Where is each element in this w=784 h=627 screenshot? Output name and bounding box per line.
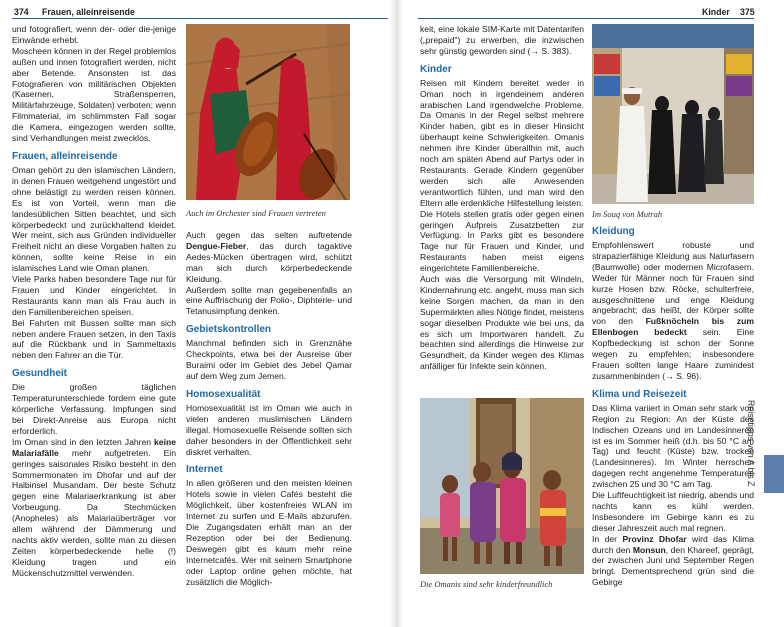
photo-caption-souq: Im Souq von Mutrah [592,209,663,219]
text-run: sein. Eine Kopfbedeckung ist schon der Sonne wegen zu empfehlen; insbesondere Frauen sollten lange Haare zumindest zusammenbinden (→ S. 96). [592,327,754,381]
bold-term: Dengue-Fieber [186,240,247,251]
photo-orchestra [186,24,350,200]
section-heading-homosexualitaet: Homosexualität [186,388,261,400]
text-run: Empfohlenswert robuste und strapazierfähige Kleidung aus Naturfasern (Baumwolle) oder modernen Microfasern. Weder für Männer noch für Frauen sind kurze Hosen bzw. Röcke, schulterfreie, ausgeschnittene und enge Kleidung angebracht; das heißt, der Körper sollte von den [592,240,754,327]
right-page-number: 375 [740,7,755,17]
right-column-2 [592,226,754,588]
text-run: In der [592,533,623,544]
left-column-2 [186,230,352,587]
text-run: mehr aufgetreten. Ein geringes saisonales Risiko besteht in den Sommermonaten im Dhofar und auf der Halbinsel Musandam. Der beste Schutz gegen eine Malariaerkrankung ist aber Vorbeugung. Da Stechmücken (Anopheles) als Malariaüberträger vor allem während der Dämmerung und nachts aktiv werden, sollte man zu diesen Zeiten körperbedeckende helle (!) Kleidung tragen und ein Mückenschutzmittel verwenden. [12,447,176,578]
right-header-rule [418,18,754,19]
paragraph: Manchmal befinden sich in Grenznähe Checkpoints, etwa bei der Ausreise über Buraimi oder im Gebiet des Jebel Qamar auf dem Weg zum Jemen. [186,338,352,381]
paragraph: keit, eine lokale SIM-Karte mit Datentarifen („prepaid") zu erwerben, die inzwischen sehr günstig geworden sind (→ S. 383). [420,24,584,56]
paragraph: Oman gehört zu den islamischen Ländern, in denen Frauen weitgehend ungestört und ohne belästigt zu werden reisen können. Es ist von Vorteil, wenn man die landesüblichen Sitten beachtet, und sich körperbedeckt und zurückhaltend kleidet. Wer meint, sich aus Gründen individueller Freiheit nicht an diese Vorgaben halten zu können, sollte keine Reise in ein islamisches Land wie Oman planen. [12,164,176,274]
bold-term: Fußknöcheln bis zum Ellenbogen bedeckt [592,316,754,338]
paragraph: Homosexualität ist im Oman wie auch in vielen anderen muslimischen Ländern illegal. Homosexuelle Reisende sollten sich daher besonders in der Öffentlichkeit sehr diskret verhalten. [186,402,352,457]
left-header-rule [12,18,388,19]
left-page-number: 374 [14,7,29,17]
paragraph: Außerdem sollte man gegebenenfalls an eine Auffrischung der Polio-, Diphterie- und Tetanusimpfung denken. [186,284,352,317]
section-heading-gesundheit: Gesundheit [12,368,68,380]
right-running-head: Kinder [702,7,730,17]
children-image [420,398,584,574]
photo-caption-children: Die Omanis sind sehr kinderfreundlich [420,579,553,589]
photo-souq [592,24,754,204]
bold-term: Provinz Dhofar [622,533,687,544]
section-heading-frauen: Frauen, alleinreisende [12,150,118,162]
photo-caption-orchestra: Auch im Orchester sind Frauen vertreten [186,208,326,218]
text-run: Im Oman sind in den letzten Jahren [12,436,155,447]
text-run: , den Khareef, geprägt, der zwischen Juni und September Regen bringt. Dementsprechend grün sind die Gebirge [592,544,754,588]
right-column-1 [420,24,584,372]
section-heading-internet: Internet [186,464,223,476]
section-heading-kinder: Kinder [420,63,452,75]
paragraph [592,240,754,382]
paragraph [592,534,754,589]
souq-image [592,24,754,204]
page-gutter [389,0,403,627]
paragraph: Auch was die Versorgung mit Windeln, Kindernahrung etc. angeht, muss man sich keine Sorgen machen, da man in den Supermärkten alles Nötige findet, meistens sogar dieselben Produkte wie bei uns, da es sich um Importwaren handelt. Zu beachten sind allerdings die Hinweise zur Gesundheit, da Kinder wegen des Klimas anfälliger für Infekte sein können. [420,274,584,372]
bold-term: keine Malariafälle [12,436,176,458]
section-heading-klima: Klima und Reisezeit [592,388,687,400]
chapter-thumb-tab [764,455,784,493]
left-column-1 [12,24,176,579]
paragraph: Moscheen können in der Regel problemlos außen und innen fotografiert werden, nicht aber Betende. Ansonsten ist das Fotografieren von militärischen Objekten (Kasernen, Straßensperren, Militärfahrzeuge, Soldaten) verboten; wenn Filmmaterial, im schlimmsten Fall sogar die Kamera, eingezogen werden sollte, sind Verhandlungen meist zwecklos. [12,45,176,144]
paragraph: Die Hotels stellen gratis oder gegen einen geringen Aufpreis Zusatzbetten zur Verfügung. In Parks gibt es besondere Tage nur für Frauen und Kinder, und Restaurants haben meist eigens eingerichtete Familienbereiche. [420,208,584,274]
photo-children [420,398,584,574]
side-chapter-label: Reisetipps von A bis Z [746,400,756,487]
paragraph: Das Klima variiert in Oman sehr stark von Region zu Region: An der Küste des Indischen Ozeans und im Landesinneren ist es im Sommer heiß (d.h. bis 50 °C am Tag) und feucht (Küste) bzw. trocken (Landesinneres). Im Winter herrschen dagegen recht angenehme Temperaturen zwischen 25 und 30 °C am Tag. [592,402,754,490]
paragraph: In allen größeren und den meisten kleinen Hotels sowie in vielen Cafés besteht die Möglichkeit, über kostenfreies WLAN im Internet zu surfen und E-Mails abzurufen. Die Zugangsdaten erhält man an der Rezeption oder bei der Bedienung. Deswegen gibt es kaum mehr reine Internetcafés. Wer mit seinem Smartphone oder Laptop online gehen möchte, hat zusätzlich die Möglich- [186,478,352,587]
paragraph [186,230,352,285]
paragraph: Die Luftfeuchtigkeit ist niedrig, abends und nachts kann es kühl werden. Insbesondere im Gebirge kann es zu dieser Jahreszeit auch mal regnen. [592,490,754,533]
bold-term: Monsun [632,544,666,555]
section-heading-gebietskontrollen: Gebietskontrollen [186,324,272,336]
orchestra-image [186,24,350,200]
section-heading-kleidung: Kleidung [592,226,635,237]
text-run: Auch gegen das selten auftretende [186,230,352,240]
paragraph: Reisen mit Kindern bereitet weder in Oman noch in irgendeinem anderen arabischen Land irgendwelche Probleme. Da Omanis in der Regel selbst mehrere Kinder haben, gibt es in dieser Hinsicht überhaupt keine Schwierigkeiten. Omanis nehmen ihre Kinder überallhin mit, auch noch am späten Abend auf Partys oder in Restaurants. Gerade Kindern gegenüber werden sich alle Anwesenden verantwortlich fühlen, und man wird den Eltern alle erdenkliche Hilfestellung leisten. [420,77,584,208]
paragraph [12,437,176,579]
text-run: , das durch tagaktive Aedes-Mücken übertragen wird, schützt man sich durch körperbedeckende Kleidung. [186,240,352,284]
text-run: wird das Klima durch den [592,533,754,555]
paragraph: und fotografiert, wenn der- oder die-jenige Einwände erhebt. [12,24,176,45]
paragraph: Bei Fahrten mit Bussen sollte man sich neben andere Frauen setzen, in den Taxis auf die Rückbank und in Sammeltaxis neben den Fahrer an die Tür. [12,317,176,361]
paragraph: Die großen täglichen Temperaturunterschiede fordern eine gute körperliche Verfassung. Impfungen sind bei Direkt-Anreise aus Europa nicht erforderlich. [12,382,176,436]
paragraph: Viele Parks haben besondere Tage nur für Frauen und Kinder eingerichtet. In Restaurants kann man als Frau auch in den Familienbereichen speisen. [12,274,176,317]
left-running-head: Frauen, alleinreisende [42,7,135,17]
